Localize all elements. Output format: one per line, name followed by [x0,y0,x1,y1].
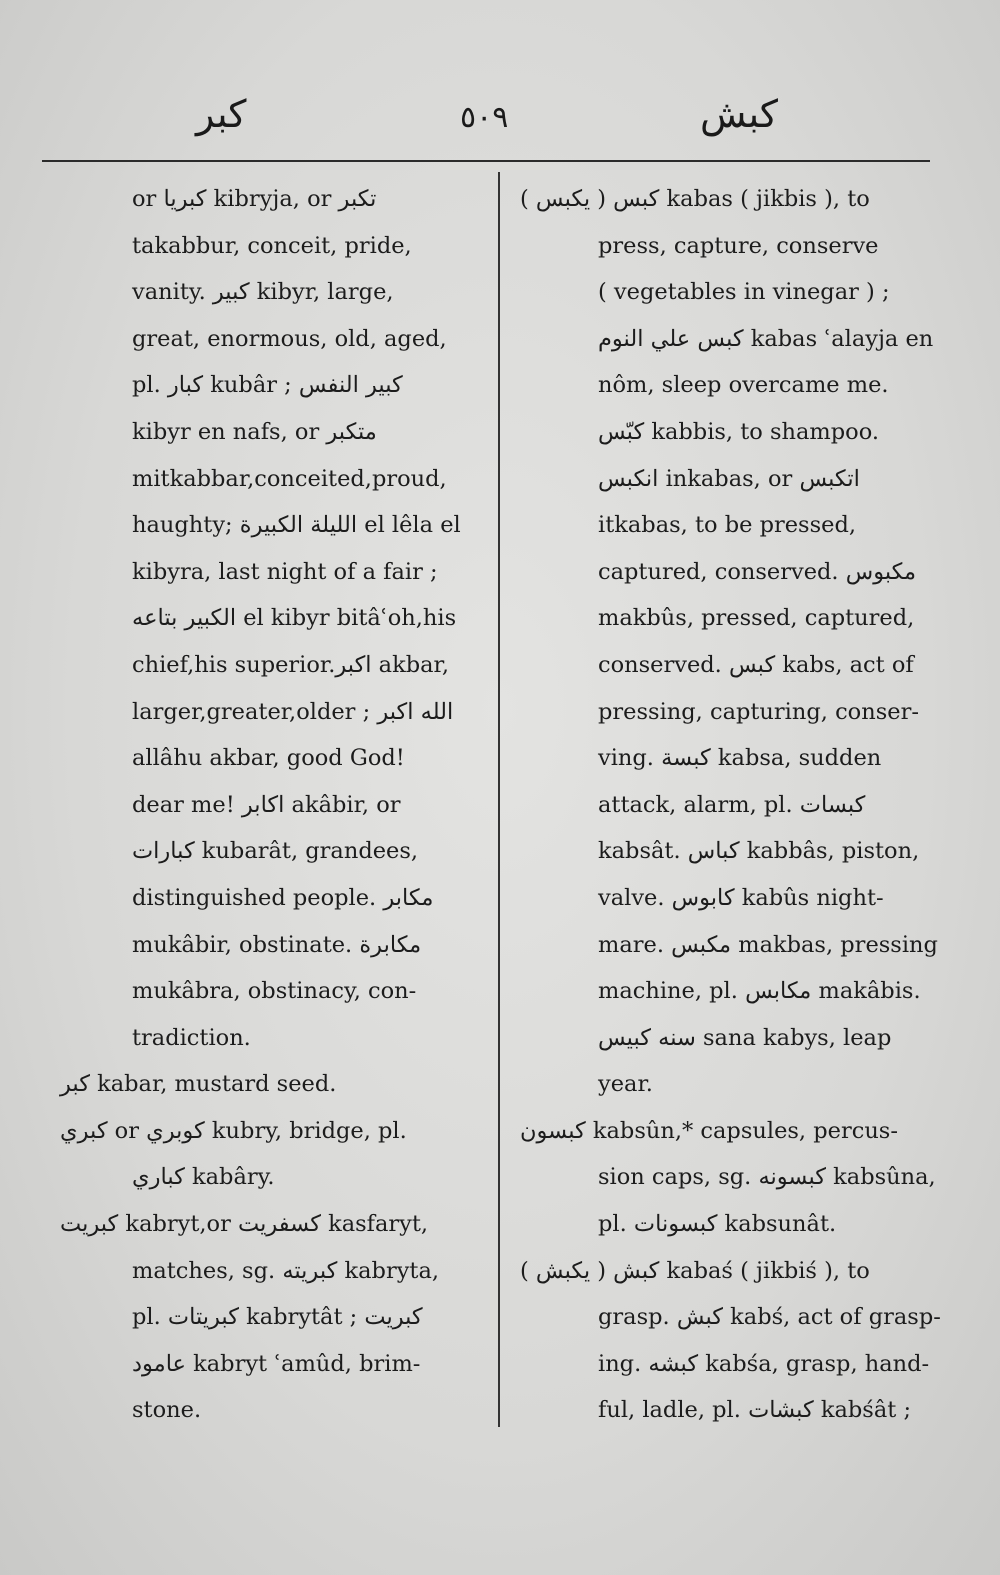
entry-line: ( vegetables in vinegar ) ; [598,279,890,306]
entry-line: or كبريا kibryja, or تكبر [132,186,377,212]
entry-line: year. [598,1071,653,1098]
entry-line: انكبس inkabas, or اتكبس [598,465,860,492]
entry-line: كبارات kubarât, grandees, [132,838,419,865]
page-number: ٥٠٩ [460,100,509,135]
entry-line: mare. مكبس makbas, pressing [598,931,938,958]
entry-line: pl. كبار kubâr ; كبير النفس [132,372,403,399]
entry-line: mukâbra, obstinacy, con- [132,978,417,1005]
column-divider [498,172,500,1427]
running-head-left: كبر [196,92,247,136]
entry-line: press, capture, conserve [598,232,879,259]
entry-line: kibyr en nafs, or متكبر [132,418,377,445]
entry-line: pl. كبسونات kabsunât. [598,1211,837,1238]
entry-line: captured, conserved. مكبوس [598,558,917,585]
header-rule [42,160,930,162]
entry-line: كبس علي النوم kabas ʿalayja en [598,325,934,352]
headword-line: كبسون kabsûn,* capsules, percus- [520,1117,898,1144]
running-head-right: كبش [700,92,779,136]
entry-line: كباري kabâry. [132,1164,275,1191]
entry-line: attack, alarm, pl. كبسات [598,791,866,818]
entry-line: grasp. كبش kabś, act of grasp- [598,1304,941,1331]
entry-line: allâhu akbar, good God! [132,745,405,772]
entry-line: sion caps, sg. كبسونه kabsûna, [598,1164,936,1191]
entry-line: الكبير بتاعه el kibyr bitâʿoh,his [132,605,457,632]
entry-line: stone. [132,1397,202,1424]
headword-line: كبش ( يكبش ) kabaś ( jikbiś ), to [520,1257,870,1284]
entry-line: machine, pl. مكابس makâbis. [598,978,921,1005]
entry-line: kibyra, last night of a fair ; [132,558,438,585]
entry-line: dear me! اكابر akâbir, or [132,791,401,818]
entry-line: nôm, sleep overcame me. [598,372,889,399]
right-column [520,176,940,1434]
entry-line: makbûs, pressed, captured, [598,605,915,632]
entry-line: great, enormous, old, aged, [132,325,447,352]
entry-line: distinguished people. مكابر [132,884,434,911]
entry-line: mukâbir, obstinate. مكابرة [132,931,422,958]
entry-line: tradiction. [132,1024,251,1051]
headword-line: كبر kabar, mustard seed. [60,1071,337,1098]
headword-line: كبريت kabryt,or كسفريت kasfaryt, [60,1211,429,1238]
entry-line: conserved. كبس kabs, act of [598,651,914,678]
left-column [60,176,490,1434]
entry-line: itkabas, to be pressed, [598,512,857,539]
entry-line: ful, ladle, pl. كبشات kabśât ; [598,1397,912,1424]
headword-line: كبس ( يكبس ) kabas ( jikbis ), to [520,186,870,212]
entry-line: haughty; الليلة الكبيرة el lêla el [132,512,461,539]
entry-line: سنه كبيس sana kabys, leap [598,1024,892,1051]
entry-line: pressing, capturing, conser- [598,698,919,725]
entry-line: larger,greater,older ; الله اكبر [132,698,454,725]
entry-line: mitkabbar,conceited,proud, [132,465,447,492]
entry-line: takabbur, conceit, pride, [132,232,412,259]
entry-line: kabsât. كباس kabbâs, piston, [598,838,920,865]
entry-line: ving. كبسة kabsa, sudden [598,745,882,772]
headword-line: كبري or كوبري kubry, bridge, pl. [60,1117,407,1144]
entry-line: chief,his superior.اكبر akbar, [132,651,449,678]
entry-line: vanity. كبير kibyr, large, [132,279,394,306]
entry-line: ing. كبشه kabśa, grasp, hand- [598,1350,930,1377]
entry-line: matches, sg. كبريته kabryta, [132,1257,440,1284]
entry-line: عامود kabryt ʿamûd, brim- [132,1350,421,1377]
entry-line: pl. كبريتات kabrytât ; كبريت [132,1304,423,1331]
entry-line: valve. كابوس kabûs night- [598,884,884,911]
entry-line: كبّس kabbis, to shampoo. [598,418,880,445]
